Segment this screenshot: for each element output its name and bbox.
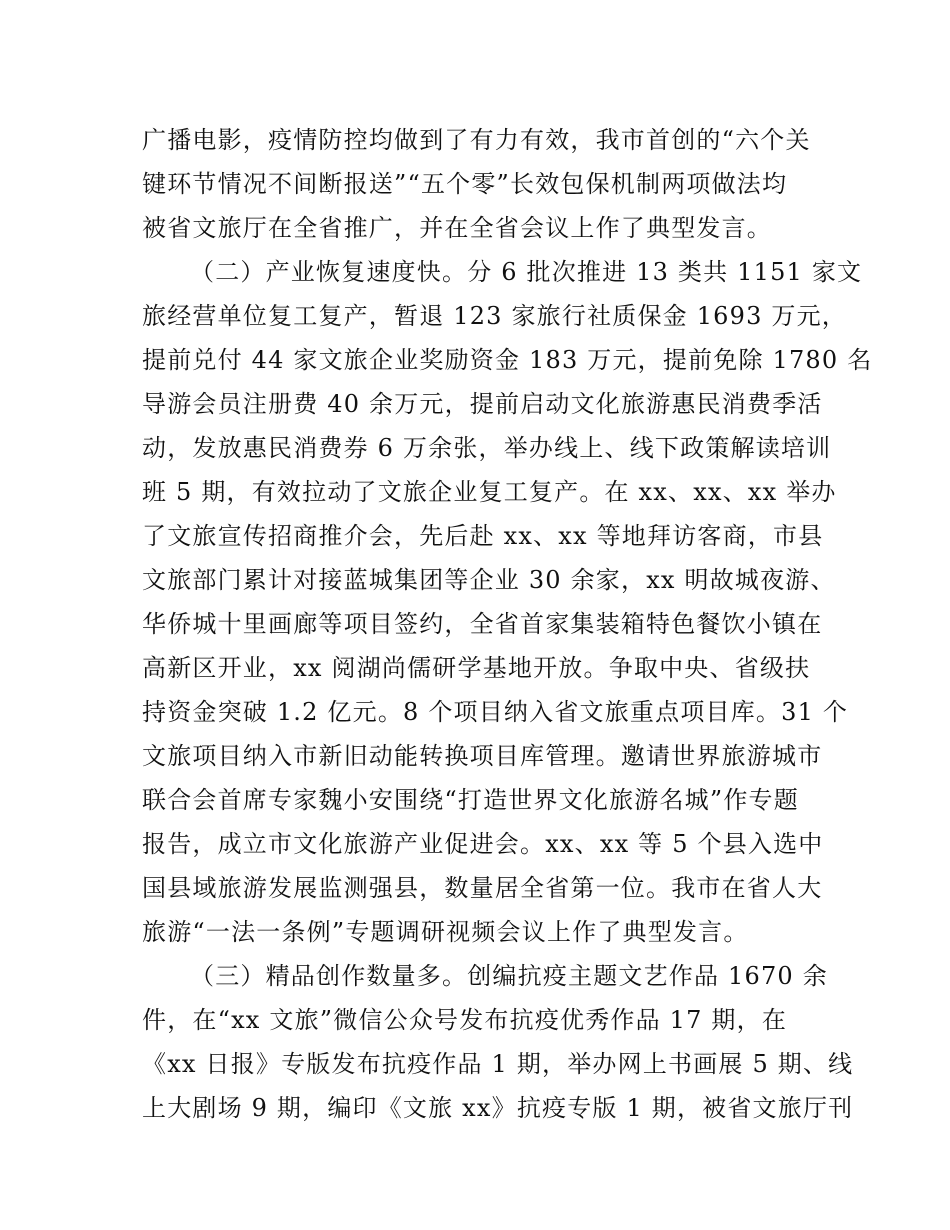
text-line: 联合会首席专家魏小安围绕“打造世界文化旅游名城”作专题 xyxy=(142,786,799,814)
text-line: 被省文旅厅在全省推广，并在全省会议上作了典型发言。 xyxy=(142,214,772,242)
text-line: 键环节情况不间断报送”“五个零”长效包保机制两项做法均 xyxy=(142,170,788,198)
text-line: 上大剧场 9 期，编印《文旅 xx》抗疫专版 1 期，被省文旅厅刊 xyxy=(142,1094,854,1122)
text-line: 旅经营单位复工复产，暂退 123 家旅行社质保金 1693 万元， xyxy=(142,302,848,330)
text-line: 件，在“xx 文旅”微信公众号发布抗疫优秀作品 17 期，在 xyxy=(142,1006,788,1034)
text-line: 国县域旅游发展监测强县，数量居全省第一位。我市在省人大 xyxy=(142,874,823,902)
text-line: 了文旅宣传招商推介会，先后赴 xx、xx 等地拜访客商，市县 xyxy=(142,522,824,550)
text-line: 班 5 期，有效拉动了文旅企业复工复产。在 xx、xx、xx 举办 xyxy=(142,478,837,506)
text-line: 旅游“一法一条例”专题调研视频会议上作了典型发言。 xyxy=(142,918,749,946)
section-heading-line: （三）精品创作数量多。创编抗疫主题文艺作品 1670 余 xyxy=(190,962,828,990)
text-line: 文旅部门累计对接蓝城集团等企业 30 余家，xx 明故城夜游、 xyxy=(142,566,836,594)
text-line: 《xx 日报》专版发布抗疫作品 1 期，举办网上书画展 5 期、线 xyxy=(142,1050,854,1078)
text-line: 报告，成立市文化旅游产业促进会。xx、xx 等 5 个县入选中 xyxy=(142,830,824,858)
text-line: 广播电影，疫情防控均做到了有力有效，我市首创的“六个关 xyxy=(142,126,811,154)
text-line: 动，发放惠民消费券 6 万余张，举办线上、线下政策解读培训 xyxy=(142,434,832,462)
section-heading-line: （二）产业恢复速度快。分 6 批次推进 13 类共 1151 家文 xyxy=(190,258,863,286)
document-body xyxy=(142,118,873,1130)
text-line: 文旅项目纳入市新旧动能转换项目库管理。邀请世界旅游城市 xyxy=(142,742,823,770)
text-line: 提前兑付 44 家文旅企业奖励资金 183 万元，提前免除 1780 名 xyxy=(142,346,873,374)
text-line: 导游会员注册费 40 余万元，提前启动文化旅游惠民消费季活 xyxy=(142,390,823,418)
text-line: 持资金突破 1.2 亿元。8 个项目纳入省文旅重点项目库。31 个 xyxy=(142,698,849,726)
text-line: 高新区开业，xx 阅湖尚儒研学基地开放。争取中央、省级扶 xyxy=(142,654,811,682)
text-line: 华侨城十里画廊等项目签约，全省首家集装箱特色餐饮小镇在 xyxy=(142,610,823,638)
